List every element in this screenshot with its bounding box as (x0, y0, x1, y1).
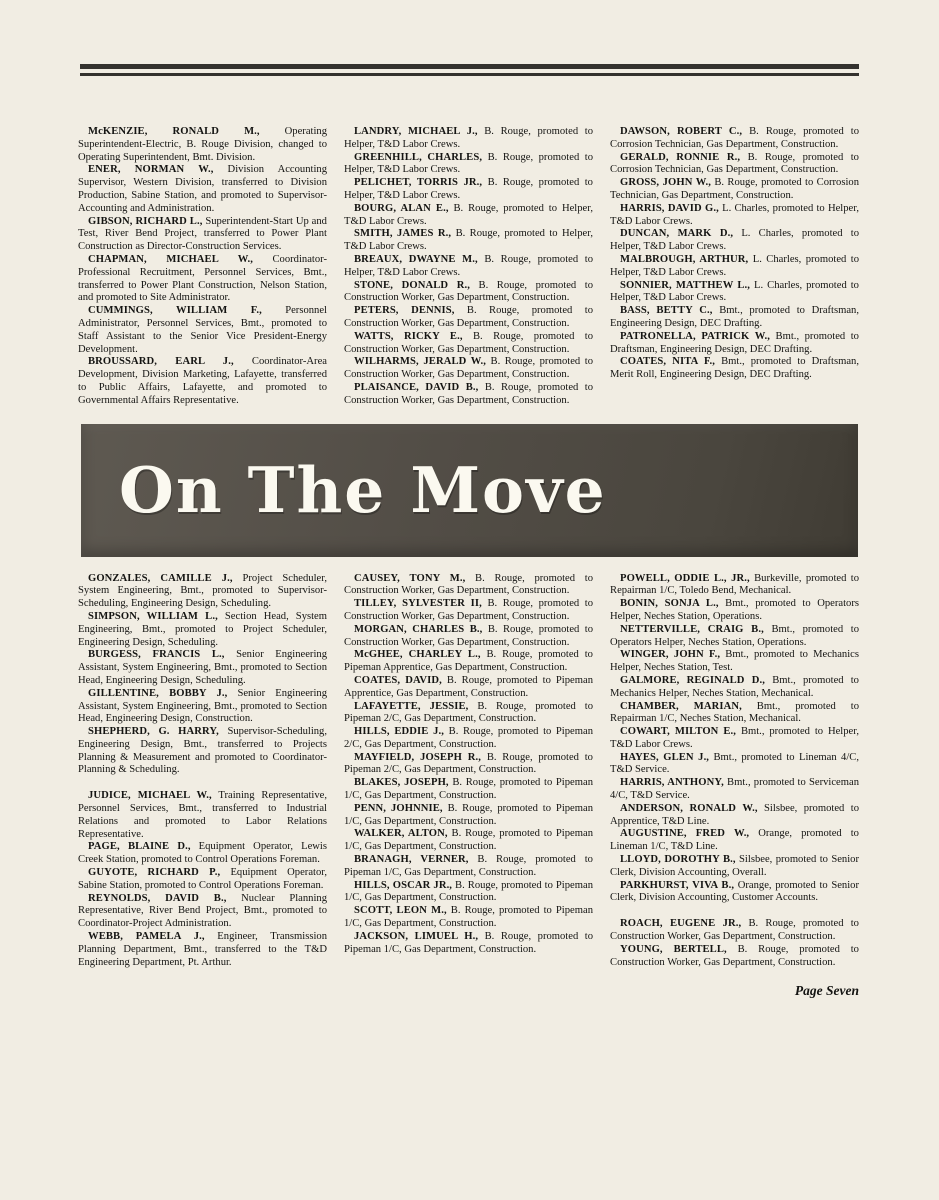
personnel-entry: MAYFIELD, JOSEPH R., B. Rouge, promoted to Pipeman 2/C, Gas Department, Construction. (344, 751, 593, 776)
entry-name: PARKHURST, VIVA B., (620, 879, 735, 891)
entry-name: AUGUSTINE, FRED W., (620, 828, 750, 840)
entry-name: SONNIER, MATTHEW L., (620, 279, 750, 291)
entry-name: CHAPMAN, MICHAEL W., (88, 253, 253, 265)
entry-name: JUDICE, MICHAEL W., (88, 790, 212, 802)
entry-name: DUNCAN, MARK D., (620, 228, 734, 240)
entry-name: SMITH, JAMES R., (354, 228, 452, 240)
entry-name: GERALD, RONNIE R., (620, 151, 741, 163)
bottom-section-column-1 (78, 573, 327, 970)
personnel-entry: PAGE, BLAINE D., Equipment Operator, Lewis Creek Station, promoted to Control Operations Foreman. (78, 841, 327, 866)
entry-name: STONE, DONALD R., (354, 279, 470, 291)
personnel-entry: PELICHET, TORRIS JR., B. Rouge, promoted to Helper, T&D Labor Crews. (344, 177, 593, 201)
personnel-entry: SHEPHERD, G. HARRY, Supervisor-Scheduling, Engineering Design, Bmt., transferred to Projects Planning & Measurement and promoted to Coordinator-Planning & Scheduling. (78, 726, 328, 776)
personnel-entry: SONNIER, MATTHEW L., L. Charles, promoted to Helper, T&D Labor Crews. (610, 279, 859, 304)
entry-name: BURGESS, FRANCIS L., (88, 649, 225, 661)
entry-name: BASS, BETTY C., (620, 305, 713, 317)
personnel-entry: WILHARMS, JERALD W., B. Rouge, promoted to Construction Worker, Gas Department, Construction. (344, 356, 593, 381)
personnel-entry: POWELL, ODDIE L., JR., Burkeville, promoted to Repairman 1/C, Toledo Bend, Mechanical. (610, 572, 860, 597)
personnel-entry: AUGUSTINE, FRED W., Orange, promoted to Lineman 1/C, T&D Line. (610, 828, 859, 853)
personnel-entry: GONZALES, CAMILLE J., Project Scheduler, System Engineering, Bmt., promoted to Supervisor-Scheduling, Engineering Design, Scheduling. (78, 572, 327, 610)
entry-name: HARRIS, DAVID G., (620, 202, 719, 214)
page-number: Page Seven (794, 983, 859, 999)
entry-name: BRANAGH, VERNER, (354, 854, 469, 866)
entry-name: BOURG, ALAN E., (354, 202, 449, 214)
entry-name: PELICHET, TORRIS JR., (354, 177, 483, 189)
entry-name: MAYFIELD, JOSEPH R., (354, 751, 482, 763)
personnel-entry: McKENZIE, RONALD M., Operating Superintendent-Electric, B. Rouge Division, changed to Operating Superintendent, Bmt. Division. (78, 126, 328, 163)
personnel-entry: HILLS, EDDIE J., B. Rouge, promoted to Pipeman 2/C, Gas Department, Construction. (344, 726, 593, 750)
personnel-entry: CAUSEY, TONY M., B. Rouge, promoted to Construction Worker, Gas Department, Construction. (344, 572, 593, 597)
entry-name: BREAUX, DWAYNE M., (354, 253, 478, 265)
bottom-section (78, 573, 861, 970)
personnel-entry: BURGESS, FRANCIS L., Senior Engineering Assistant, System Engineering, Bmt., promoted to Section Head, Engineering Design, Scheduling. (78, 649, 327, 686)
personnel-entry: HAYES, GLEN J., Bmt., promoted to Lineman 4/C, T&D Service. (610, 751, 859, 776)
entry-name: MALBROUGH, ARTHUR, (620, 253, 749, 265)
entry-name: PLAISANCE, DAVID B., (354, 381, 479, 393)
personnel-entry: PARKHURST, VIVA B., Orange, promoted to Senior Clerk, Division Accounting, Customer Accounts. (610, 879, 859, 904)
personnel-entry: HILLS, OSCAR JR., B. Rouge, promoted to Pipeman 1/C, Gas Department, Construction. (344, 879, 593, 904)
personnel-entry: WEBB, PAMELA J., Engineer, Transmission Planning Department, Bmt., transferred to the T&D Engineering Department, Pt. Arthur. (78, 931, 327, 968)
entry-name: McKENZIE, RONALD M., (88, 126, 260, 137)
top-rule-thick (80, 64, 859, 69)
personnel-entry: GUYOTE, RICHARD P., Equipment Operator, Sabine Station, promoted to Control Operations Foreman. (78, 867, 328, 891)
personnel-entry: HARRIS, DAVID G., L. Charles, promoted to Helper, T&D Labor Crews. (610, 202, 859, 227)
personnel-entry: PENN, JOHNNIE, B. Rouge, promoted to Pipeman 1/C, Gas Department, Construction. (344, 802, 593, 827)
entry-name: ANDERSON, RONALD W., (620, 802, 758, 814)
entry-name: REYNOLDS, DAVID B., (88, 892, 227, 904)
entry-name: WALKER, ALTON, (354, 828, 448, 840)
entry-name: SHEPHERD, G. HARRY, (88, 726, 219, 738)
top-section-column-3 (610, 126, 859, 408)
entry-name: LLOYD, DOROTHY B., (620, 854, 736, 866)
personnel-entry: LAFAYETTE, JESSIE, B. Rouge, promoted to Pipeman 2/C, Gas Department, Construction. (344, 700, 593, 725)
personnel-entry: BONIN, SONJA L., Bmt., promoted to Operators Helper, Neches Station, Operations. (610, 598, 859, 622)
entry-name: POWELL, ODDIE L., JR., (620, 572, 750, 584)
personnel-entry: MORGAN, CHARLES B., B. Rouge, promoted to Construction Worker, Gas Department, Construction. (344, 623, 593, 648)
personnel-entry: BRANAGH, VERNER, B. Rouge, promoted to Pipeman 1/C, Gas Department, Construction. (344, 854, 593, 878)
entry-name: WEBB, PAMELA J., (88, 931, 205, 943)
entry-name: GALMORE, REGINALD D., (620, 674, 766, 686)
banner-title: On The Move (119, 453, 607, 528)
entry-name: GUYOTE, RICHARD P., (88, 867, 221, 879)
entry-name: BROUSSARD, EARL J., (88, 356, 234, 368)
entry-name: YOUNG, BERTELL, (620, 943, 727, 955)
entry-name: LANDRY, MICHAEL J., (354, 126, 478, 137)
personnel-entry: LLOYD, DOROTHY B., Silsbee, promoted to Senior Clerk, Division Accounting, Overall. (610, 854, 859, 878)
entry-name: WILHARMS, JERALD W., (354, 356, 487, 368)
personnel-entry: REYNOLDS, DAVID B., Nuclear Planning Representative, River Bend Project, Bmt., promoted to Coordinator-Project Administration. (78, 892, 327, 930)
personnel-entry: SIMPSON, WILLIAM L., Section Head, System Engineering, Bmt., promoted to Project Scheduler, Engineering Design, Scheduling. (78, 610, 327, 648)
personnel-entry: COWART, MILTON E., Bmt., promoted to Helper, T&D Labor Crews. (610, 726, 859, 750)
personnel-entry: SMITH, JAMES R., B. Rouge, promoted to Helper, T&D Labor Crews. (344, 228, 593, 253)
personnel-entry: PATRONELLA, PATRICK W., Bmt., promoted to Draftsman, Engineering Design, DEC Drafting. (610, 330, 859, 355)
personnel-entry: GILLENTINE, BOBBY J., Senior Engineering Assistant, System Engineering, Bmt., promoted to Section Head, Engineering Design, Construction. (78, 687, 327, 725)
entry-name: DAWSON, ROBERT C., (620, 126, 743, 137)
personnel-entry: COATES, DAVID, B. Rouge, promoted to Pipeman Apprentice, Gas Department, Construction. (344, 674, 593, 699)
entry-name: HAYES, GLEN J., (620, 751, 710, 763)
top-section (78, 126, 861, 408)
personnel-entry: BROUSSARD, EARL J., Coordinator-Area Development, Division Marketing, Lafayette, transferred to Public Affairs, Lafayette, and promoted to Governmental Affairs Representative. (78, 356, 327, 406)
personnel-entry: ROACH, EUGENE JR., B. Rouge, promoted to Construction Worker, Gas Department, Construction. (610, 918, 859, 943)
entry-name: ROACH, EUGENE JR., (620, 918, 742, 930)
entry-name: GILLENTINE, BOBBY J., (88, 687, 228, 699)
personnel-entry: BASS, BETTY C., Bmt., promoted to Draftsman, Engineering Design, DEC Drafting. (610, 305, 859, 329)
personnel-entry: GIBSON, RICHARD L., Superintendent-Start Up and Test, River Bend Project, transferred to Power Plant Construction as Director-Construction Services. (78, 215, 327, 253)
entry-name: GIBSON, RICHARD L., (88, 215, 203, 227)
entry-name: MORGAN, CHARLES B., (354, 623, 483, 635)
personnel-entry: CHAPMAN, MICHAEL W., Coordinator-Professional Recruitment, Personnel Services, Bmt., transferred to Power Plant Construction, Nelson Station, and promoted to Site Administrator. (78, 253, 327, 304)
entry-name: PAGE, BLAINE D., (88, 841, 191, 853)
personnel-entry: PETERS, DENNIS, B. Rouge, promoted to Construction Worker, Gas Department, Construction. (344, 305, 593, 329)
personnel-entry: NETTERVILLE, CRAIG B., Bmt., promoted to Operators Helper, Neches Station, Operations. (610, 623, 859, 648)
personnel-entry: YOUNG, BERTELL, B. Rouge, promoted to Construction Worker, Gas Department, Construction. (610, 943, 859, 968)
entry-name: LAFAYETTE, JESSIE, (354, 700, 469, 712)
entry-name: HILLS, OSCAR JR., (354, 879, 453, 891)
entry-name: COATES, DAVID, (354, 674, 442, 686)
entry-name: NETTERVILLE, CRAIG B., (620, 623, 764, 635)
personnel-entry: TILLEY, SYLVESTER II, B. Rouge, promoted to Construction Worker, Gas Department, Construction. (344, 598, 593, 622)
entry-name: GREENHILL, CHARLES, (354, 151, 483, 163)
entry-name: CAUSEY, TONY M., (354, 572, 466, 584)
on-the-move-banner (81, 424, 858, 557)
entry-name: ENER, NORMAN W., (88, 164, 214, 176)
entry-name: HARRIS, ANTHONY, (620, 777, 724, 789)
entry-name: PETERS, DENNIS, (354, 305, 455, 317)
personnel-entry: GALMORE, REGINALD D., Bmt., promoted to Mechanics Helper, Neches Station, Mechanical. (610, 674, 859, 699)
entry-name: BLAKES, JOSEPH, (354, 777, 449, 789)
personnel-entry: ENER, NORMAN W., Division Accounting Supervisor, Western Division, transferred to Division Production, Sabine Station, and promoted to Supervisor-Accounting and Administration. (78, 164, 327, 214)
entry-name: TILLEY, SYLVESTER II, (354, 598, 482, 610)
personnel-entry: GERALD, RONNIE R., B. Rouge, promoted to Corrosion Technician, Gas Department, Construction. (610, 151, 859, 176)
personnel-entry: ANDERSON, RONALD W., Silsbee, promoted to Apprentice, T&D Line. (610, 802, 859, 827)
personnel-entry: GREENHILL, CHARLES, B. Rouge, promoted to Helper, T&D Labor Crews. (344, 151, 593, 176)
entry-name: COWART, MILTON E., (620, 726, 737, 738)
personnel-entry: CHAMBER, MARIAN, Bmt., promoted to Repairman 1/C, Neches Station, Mechanical. (610, 700, 859, 725)
personnel-entry: COATES, NITA F., Bmt., promoted to Draftsman, Merit Roll, Engineering Design, DEC Drafting. (610, 356, 859, 381)
personnel-entry: WATTS, RICKY E., B. Rouge, promoted to Construction Worker, Gas Department, Construction. (344, 330, 593, 355)
personnel-entry: WINGER, JOHN F., Bmt., promoted to Mechanics Helper, Neches Station, Test. (610, 649, 859, 674)
personnel-entry: JACKSON, LIMUEL H., B. Rouge, promoted to Pipeman 1/C, Gas Department, Construction. (344, 930, 593, 955)
entry-name: McGHEE, CHARLEY L., (354, 649, 481, 661)
entry-name: SIMPSON, WILLIAM L., (88, 610, 218, 622)
personnel-entry: BOURG, ALAN E., B. Rouge, promoted to Helper, T&D Labor Crews. (344, 202, 593, 227)
personnel-entry: GROSS, JOHN W., B. Rouge, promoted to Corrosion Technician, Gas Department, Construction. (610, 177, 860, 201)
top-section-column-2 (344, 126, 593, 408)
entry-name: JACKSON, LIMUEL H., (354, 930, 479, 942)
personnel-entry: BREAUX, DWAYNE M., B. Rouge, promoted to Helper, T&D Labor Crews. (344, 253, 593, 278)
entry-name: HILLS, EDDIE J., (354, 726, 445, 738)
personnel-entry: MALBROUGH, ARTHUR, L. Charles, promoted to Helper, T&D Labor Crews. (610, 253, 859, 278)
entry-name: GROSS, JOHN W., (620, 177, 711, 189)
personnel-entry: BLAKES, JOSEPH, B. Rouge, promoted to Pipeman 1/C, Gas Department, Construction. (344, 777, 593, 802)
personnel-entry: JUDICE, MICHAEL W., Training Representative, Personnel Services, Bmt., transferred to Industrial Relations and promoted to Labor Relations Representative. (78, 790, 327, 840)
entry-name: PATRONELLA, PATRICK W., (620, 330, 771, 342)
entry-name: SCOTT, LEON M., (354, 905, 447, 917)
personnel-entry: STONE, DONALD R., B. Rouge, promoted to Construction Worker, Gas Department, Construction. (344, 279, 593, 304)
bottom-section-column-2 (344, 573, 593, 970)
top-rule-thin (80, 73, 859, 76)
personnel-entry: DUNCAN, MARK D., L. Charles, promoted to Helper, T&D Labor Crews. (610, 228, 859, 253)
personnel-entry: McGHEE, CHARLEY L., B. Rouge, promoted to Pipeman Apprentice, Gas Department, Construction. (344, 649, 593, 674)
personnel-entry: WALKER, ALTON, B. Rouge, promoted to Pipeman 1/C, Gas Department, Construction. (344, 828, 593, 853)
top-section-column-1 (78, 126, 327, 408)
entry-name: GONZALES, CAMILLE J., (88, 572, 233, 584)
entry-name: CUMMINGS, WILLIAM F., (88, 305, 262, 317)
personnel-entry: CUMMINGS, WILLIAM F., Personnel Administrator, Personnel Services, Bmt., promoted to Staff Assistant to the Senior Vice President-Energy Development. (78, 305, 327, 355)
personnel-entry: HARRIS, ANTHONY, Bmt., promoted to Serviceman 4/C, T&D Service. (610, 777, 859, 802)
entry-name: CHAMBER, MARIAN, (620, 700, 742, 712)
personnel-entry: SCOTT, LEON M., B. Rouge, promoted to Pipeman 1/C, Gas Department, Construction. (344, 905, 593, 930)
personnel-entry: PLAISANCE, DAVID B., B. Rouge, promoted to Construction Worker, Gas Department, Construction. (344, 381, 593, 406)
entry-name: WATTS, RICKY E., (354, 330, 463, 342)
personnel-entry: DAWSON, ROBERT C., B. Rouge, promoted to Corrosion Technician, Gas Department, Construction. (610, 126, 859, 150)
entry-name: BONIN, SONJA L., (620, 598, 719, 610)
bottom-section-column-3 (610, 573, 859, 970)
personnel-entry: LANDRY, MICHAEL J., B. Rouge, promoted to Helper, T&D Labor Crews. (344, 126, 593, 150)
entry-name: PENN, JOHNNIE, (354, 802, 443, 814)
entry-name: WINGER, JOHN F., (620, 649, 721, 661)
entry-name: COATES, NITA F., (620, 356, 716, 368)
